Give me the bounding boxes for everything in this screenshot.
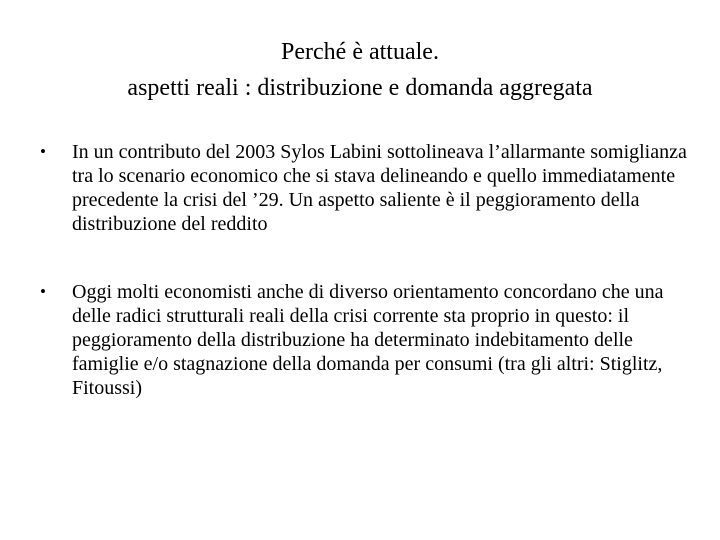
bullet-list [40, 140, 700, 400]
bullet-item [40, 280, 700, 400]
title-line-2: aspetti reali : distribuzione e domanda aggregata [127, 75, 593, 101]
bullet-text: Oggi molti economisti anche di diverso orientamento concordano che una delle radici strutturali reali della crisi corrente sta proprio in questo: il peggioramento della distribuzione ha determinato indebitamento delle famiglie e/o stagnazione della domanda per consumi (tra gli altri: Stiglitz, Fitoussi) [72, 281, 664, 399]
title-line-1: Perché è attuale. [281, 39, 439, 65]
bullet-item [40, 140, 700, 236]
bullet-text: In un contributo del 2003 Sylos Labini sottolineava l’allarmante somiglianza tra lo scenario economico che si stava delineando e quello immediatamente precedente la crisi del ’29. Un aspetto saliente è il peggioramento della distribuzione del reddito [72, 141, 687, 235]
slide-title [40, 34, 680, 106]
bullet-marker-icon: • [40, 282, 46, 301]
bullet-marker-icon: • [40, 142, 46, 161]
